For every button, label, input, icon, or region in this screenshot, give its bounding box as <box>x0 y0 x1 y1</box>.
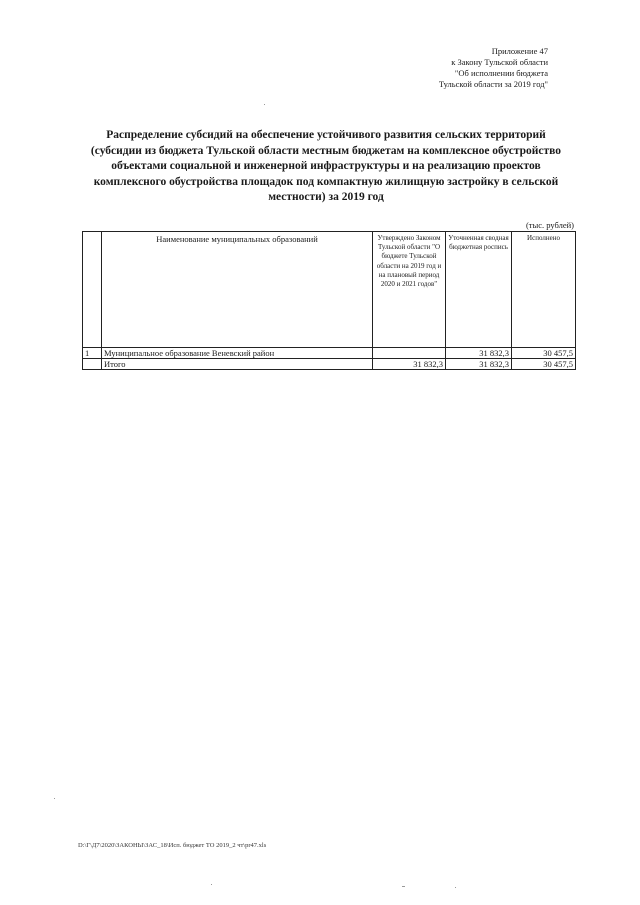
scan-speck <box>402 886 405 887</box>
row-executed: 30 457,5 <box>512 348 576 359</box>
header-number <box>83 232 102 348</box>
total-executed: 30 457,5 <box>512 359 576 370</box>
table-row <box>83 348 576 359</box>
total-number <box>83 359 102 370</box>
table-total-row <box>83 359 576 370</box>
header-name: Наименование муниципальных образований <box>102 232 373 348</box>
footer-file-path: D:\Г\Д7\2020\ЗАКОНЫ\ЗАС_18\Исп. бюджет ТО 2019_2 чт\pr47.xls <box>78 842 267 849</box>
total-refined: 31 832,3 <box>446 359 512 370</box>
title-line-3: объектами социальной и инженерной инфраструктуры и на реализацию проектов <box>111 160 541 173</box>
appendix-line-4: Тульской области за 2019 год" <box>438 79 548 89</box>
appendix-line-2: к Закону Тульской области <box>451 57 548 67</box>
appendix-line-3: "Об исполнении бюджета <box>454 68 548 78</box>
scan-speck <box>211 884 212 885</box>
row-approved <box>373 348 446 359</box>
header-executed: Исполнено <box>512 232 576 348</box>
scan-speck <box>264 104 265 105</box>
subsidy-table <box>82 231 576 370</box>
appendix-header <box>439 46 548 90</box>
units-label: (тыс. рублей) <box>525 220 574 230</box>
header-approved: Утверждено Законом Тульской области "О бюджете Тульской области на 2019 год и на плановый период 2020 и 2021 годов" <box>373 232 446 348</box>
table-header-row <box>83 232 576 348</box>
scan-speck <box>54 798 55 799</box>
title-line-2: (субсидии из бюджета Тульской области местным бюджетам на комплексное обустройство <box>90 144 562 157</box>
title-line-4: комплексного обустройства площадок под компактную жилищную застройку в сельской <box>93 175 559 188</box>
title-line-1: Распределение субсидий на обеспечение устойчивого развития сельских территорий <box>106 129 546 141</box>
total-label: Итого <box>102 359 373 370</box>
row-refined: 31 832,3 <box>446 348 512 359</box>
row-number: 1 <box>83 348 102 359</box>
scan-speck <box>455 887 456 888</box>
document-title <box>84 128 568 206</box>
title-line-5: местности) за 2019 год <box>268 191 384 204</box>
appendix-line-1: Приложение 47 <box>491 46 548 56</box>
row-name: Муниципальное образование Веневский район <box>102 348 373 359</box>
total-approved: 31 832,3 <box>373 359 446 370</box>
header-refined: Уточненная сводная бюджетная роспись <box>446 232 512 348</box>
